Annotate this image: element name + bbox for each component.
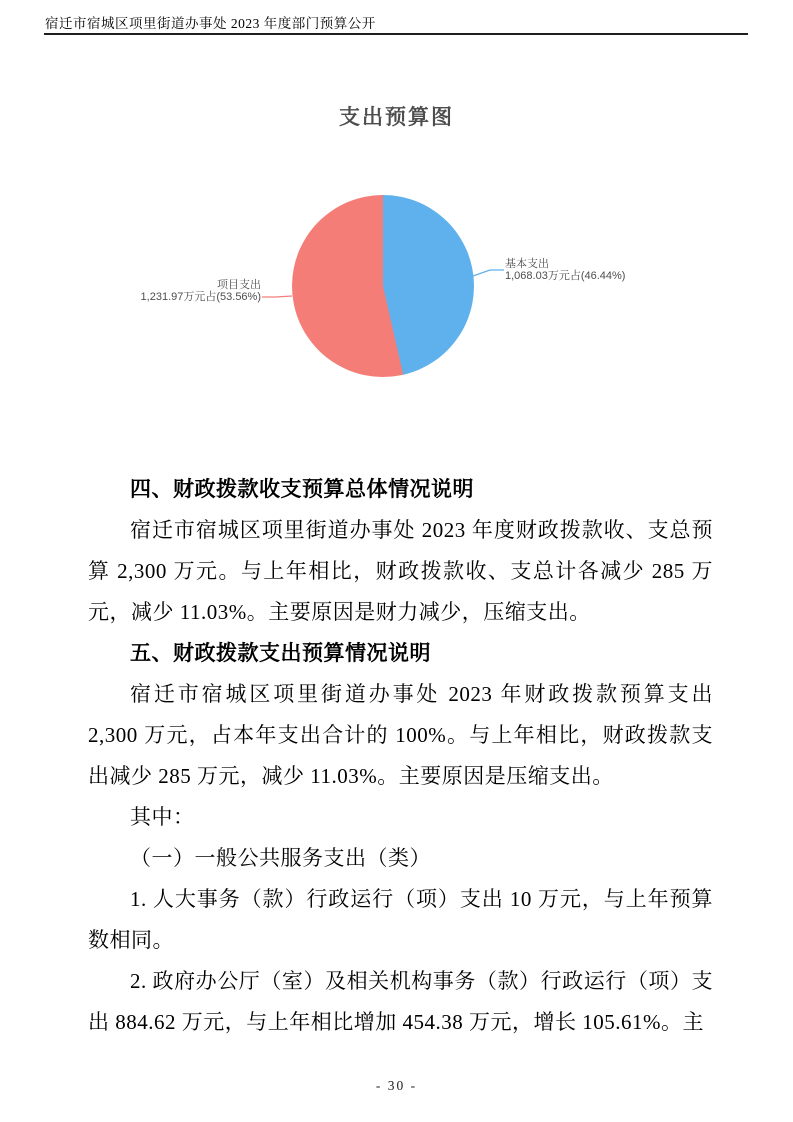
pie-label-project xyxy=(141,280,261,303)
leader-line-basic xyxy=(473,270,504,276)
paragraph: （一）一般公共服务支出（类） xyxy=(130,846,431,870)
document-body xyxy=(88,469,713,1043)
section-heading: 四、财政拨款收支预算总体情况说明 xyxy=(130,477,474,501)
pie-chart xyxy=(292,195,474,377)
pie-label-project-value: 1,231.97万元占(53.56%) xyxy=(140,290,261,303)
pie-label-basic xyxy=(505,259,625,282)
header-divider xyxy=(44,33,748,35)
chart-title: 支出预算图 xyxy=(339,106,454,129)
pie-label-basic-value: 1,068.03万元占(46.44%) xyxy=(505,269,626,282)
pie-label-project-name: 项目支出 xyxy=(217,279,261,291)
section-heading: 五、财政拨款支出预算情况说明 xyxy=(130,641,431,665)
page-header: 宿迁市宿城区项里街道办事处 2023 年度部门预算公开 xyxy=(45,16,376,31)
paragraph: 2. 政府办公厅（室）及相关机构事务（款）行政运行（项）支出 884.62 万元，与上年相比增加 454.38 万元，增长 105.61%。主 xyxy=(88,969,713,1034)
paragraph: 宿迁市宿城区项里街道办事处 2023 年度财政拨款收、支总预算 2,300 万元。与上年相比，财政拨款收、支总计各减少 285 万元，减少 11.03%。主要原因是财力减少，压缩支出。 xyxy=(88,518,713,624)
paragraph: 宿迁市宿城区项里街道办事处 2023 年财政拨款预算支出 2,300 万元，占本年支出合计的 100%。与上年相比，财政拨款支出减少 285 万元，减少 11.03%。主要原因是压缩支出。 xyxy=(88,682,713,788)
paragraph: 1. 人大事务（款）行政运行（项）支出 10 万元，与上年预算数相同。 xyxy=(88,887,713,952)
leader-line-project xyxy=(262,296,292,297)
page-number: - 30 - xyxy=(375,1078,418,1093)
pie-label-basic-name: 基本支出 xyxy=(505,258,549,270)
paragraph: 其中： xyxy=(130,805,195,829)
